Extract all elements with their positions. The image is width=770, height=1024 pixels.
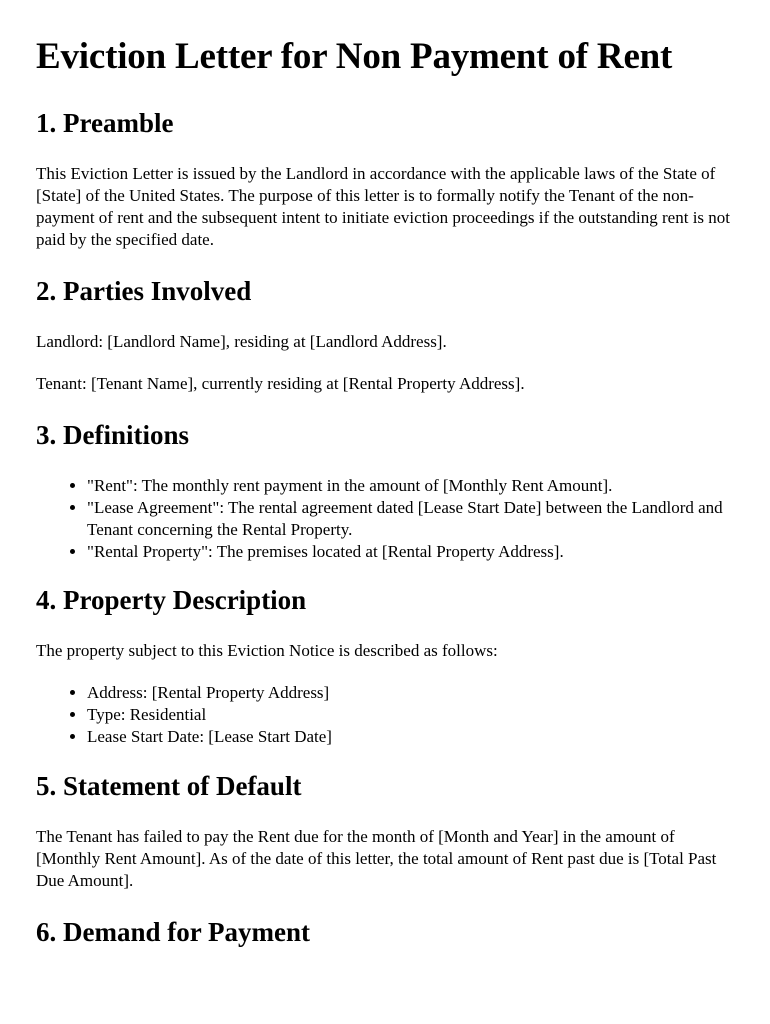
section-heading: 1. Preamble [36, 108, 174, 138]
list-item: • "Rental Property": The premises located at [Rental Property Address]. [87, 541, 734, 563]
section-heading: 5. Statement of Default [36, 771, 302, 801]
section-property-description [36, 584, 734, 748]
property-paragraph: The property subject to this Eviction Notice is described as follows: [36, 641, 498, 660]
list-item: • "Lease Agreement": The rental agreement dated [Lease Start Date] between the Landlord and Tenant concerning the Rental Property. [87, 497, 734, 541]
section-demand-for-payment [36, 916, 734, 948]
property-list [36, 682, 734, 748]
section-heading: 6. Demand for Payment [36, 917, 310, 947]
preamble-paragraph: This Eviction Letter is issued by the Landlord in accordance with the applicable laws of the State of [State] of the United States. The purpose of this letter is to formally notify the Tenant of the non-payment of rent and the subsequent intent to initiate eviction proceedings if the outstanding rent is not paid by the specified date. [36, 164, 731, 249]
section-parties-involved [36, 275, 734, 395]
landlord-paragraph: Landlord: [Landlord Name], residing at [Landlord Address]. [36, 332, 447, 351]
section-definitions [36, 419, 734, 563]
list-item: • Lease Start Date: [Lease Start Date] [87, 726, 734, 748]
section-statement-of-default [36, 770, 734, 892]
section-heading: 4. Property Description [36, 585, 307, 615]
list-item: • "Rent": The monthly rent payment in the amount of [Monthly Rent Amount]. [87, 475, 734, 497]
section-preamble [36, 107, 734, 251]
list-item: • Address: [Rental Property Address] [87, 682, 734, 704]
definitions-list [36, 475, 734, 563]
tenant-paragraph: Tenant: [Tenant Name], currently residing at [Rental Property Address]. [36, 374, 525, 393]
section-heading: 2. Parties Involved [36, 276, 252, 306]
document-title: Eviction Letter for Non Payment of Rent [36, 36, 673, 77]
list-item: • Type: Residential [87, 704, 734, 726]
section-heading: 3. Definitions [36, 420, 190, 450]
default-paragraph: The Tenant has failed to pay the Rent due for the month of [Month and Year] in the amount of [Monthly Rent Amount]. As of the date of this letter, the total amount of Rent past due is [Total Past Due Amount]. [36, 827, 717, 890]
